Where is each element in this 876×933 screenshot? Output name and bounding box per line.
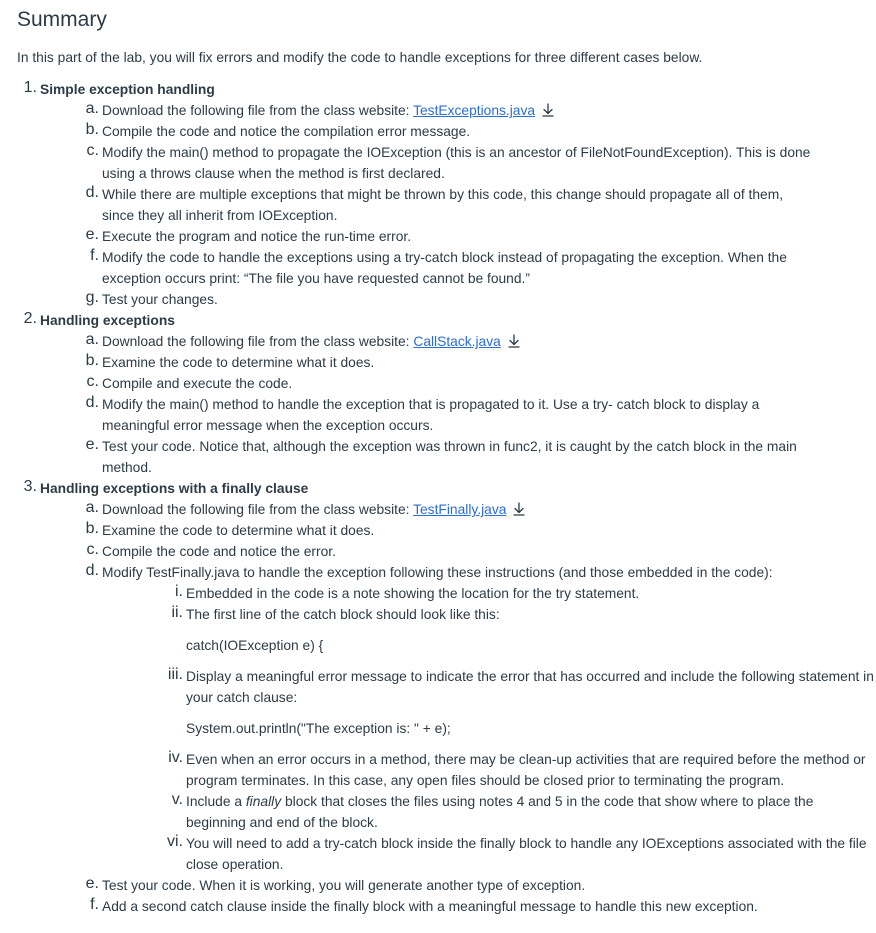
page-title: Summary [17, 8, 107, 31]
list-item [40, 352, 794, 373]
list-item [40, 896, 794, 917]
list-marker: d. [85, 562, 99, 579]
step-list [40, 331, 797, 478]
step-suffix: block that closes the files using notes 4 and 5 in the code that show where to place the beginning and end of the block. [186, 794, 814, 830]
list-item [40, 373, 794, 394]
list-marker: c. [86, 142, 99, 159]
file-link[interactable]: TestFinally.java [413, 502, 507, 517]
list-item [102, 749, 866, 791]
list-item [40, 226, 794, 247]
list-item [40, 247, 794, 289]
list-marker: vi. [167, 833, 183, 850]
step-text: Test your code. When it is working, you will generate another type of exception. [102, 878, 586, 893]
step-text: Examine the code to determine what it does. [102, 523, 375, 538]
list-item [40, 436, 797, 478]
sub-step-list [102, 583, 874, 875]
step-text: While there are multiple exceptions that might be thrown by this code, this change should propagate all of them, since they all inherit from IOException. [102, 187, 784, 223]
download-icon[interactable] [541, 102, 555, 116]
step-text: Compile the code and notice the compilation error message. [102, 124, 471, 139]
step-text: The first line of the catch block should look like this: [186, 607, 500, 622]
step-text [102, 499, 814, 520]
list-marker: a. [85, 331, 99, 348]
list-item [40, 142, 811, 184]
list-marker: d. [85, 184, 99, 201]
list-marker: d. [85, 394, 99, 411]
list-marker: f. [90, 247, 99, 264]
list-marker: a. [85, 100, 99, 117]
step-text: Modify the code to handle the exceptions using a try-catch block instead of propagating the exception. When the exception occurs print: “The file you have requested cannot be found.” [102, 250, 787, 286]
section-number: 3. [23, 478, 37, 495]
section-item [0, 478, 874, 917]
step-prefix: Download the following file from the class website: [102, 502, 414, 517]
section-heading: Handling exceptions [40, 313, 175, 328]
list-marker: b. [85, 520, 99, 537]
list-item [40, 184, 794, 226]
step-list [40, 499, 874, 917]
step-text: Embedded in the code is a note showing the location for the try statement. [186, 586, 640, 601]
list-item [102, 791, 814, 833]
step-text: Compile the code and notice the error. [102, 544, 336, 559]
step-text: Test your code. Notice that, although the exception was thrown in func2, it is caught by the catch block in the main method. [102, 439, 797, 475]
list-item [40, 394, 794, 436]
step-text: Display a meaningful error message to indicate the error that has occurred and include the following statement in your catch clause: [186, 669, 874, 705]
list-item [40, 520, 794, 541]
list-marker: a. [85, 499, 99, 516]
step-prefix: Include a [186, 794, 246, 809]
list-item [102, 583, 794, 604]
section-item [0, 79, 811, 310]
list-marker: f. [90, 896, 99, 913]
list-marker: b. [85, 121, 99, 138]
list-item [102, 604, 794, 656]
list-item [40, 100, 794, 121]
step-text: Modify TestFinally.java to handle the exception following these instructions (and those embedded in the code): [102, 565, 773, 580]
step-text: Test your changes. [102, 292, 218, 307]
step-text: Compile and execute the code. [102, 376, 293, 391]
step-text: Examine the code to determine what it does. [102, 355, 375, 370]
list-item [40, 121, 794, 142]
list-marker: ii. [171, 604, 183, 621]
list-marker: v. [171, 791, 183, 808]
intro-paragraph: In this part of the lab, you will fix errors and modify the code to handle exceptions for three different cases below. [17, 50, 703, 65]
emphasis-text: finally [245, 794, 282, 809]
step-text: Even when an error occurs in a method, there may be clean-up activities that are required before the method or program terminates. In this case, any open files should be closed prior to terminating the program. [186, 752, 866, 788]
code-snippet: catch(IOException e) { [186, 638, 324, 653]
list-marker: e. [85, 226, 99, 243]
list-marker: e. [85, 875, 99, 892]
section-item [0, 310, 797, 478]
list-item [102, 833, 867, 875]
download-icon[interactable] [512, 501, 526, 515]
step-list [40, 100, 811, 310]
list-marker: i. [175, 583, 183, 600]
list-marker: c. [86, 373, 99, 390]
step-text: Modify the main() method to handle the exception that is propagated to it. Use a try- catch block to display a meaningful error message when the exception occurs. [102, 397, 760, 433]
section-number: 1. [23, 79, 37, 96]
section-number: 2. [23, 310, 37, 327]
list-item [40, 562, 874, 875]
list-marker: g. [85, 289, 99, 306]
step-text [102, 331, 814, 352]
step-text [186, 791, 876, 833]
step-text: Execute the program and notice the run-time error. [102, 229, 412, 244]
list-item [40, 541, 794, 562]
download-icon[interactable] [507, 333, 521, 347]
list-marker: c. [86, 541, 99, 558]
file-link[interactable]: TestExceptions.java [413, 103, 536, 118]
step-prefix: Download the following file from the class website: [102, 103, 414, 118]
step-prefix: Download the following file from the class website: [102, 334, 414, 349]
list-marker: iii. [167, 666, 183, 683]
step-text: You will need to add a try-catch block inside the finally block to handle any IOExceptions associated with the file close operation. [186, 836, 867, 872]
section-heading: Handling exceptions with a finally clause [40, 481, 309, 496]
list-item [40, 331, 794, 352]
list-item [40, 499, 794, 520]
step-text [102, 100, 814, 121]
file-link[interactable]: CallStack.java [413, 334, 501, 349]
step-text: Modify the main() method to propagate the IOException (this is an ancestor of FileNotFoundException). This is done using a throws clause when the method is first declared. [102, 145, 811, 181]
list-marker: b. [85, 352, 99, 369]
list-marker: iv. [168, 749, 183, 766]
list-marker: e. [85, 436, 99, 453]
step-text: Add a second catch clause inside the finally block with a meaningful message to handle this new exception. [102, 899, 758, 914]
section-heading: Simple exception handling [40, 82, 215, 97]
list-item [40, 289, 794, 310]
instruction-list [0, 79, 874, 917]
list-item [102, 666, 874, 739]
code-snippet: System.out.println("The exception is: " + e); [186, 721, 451, 736]
list-item [40, 875, 794, 896]
